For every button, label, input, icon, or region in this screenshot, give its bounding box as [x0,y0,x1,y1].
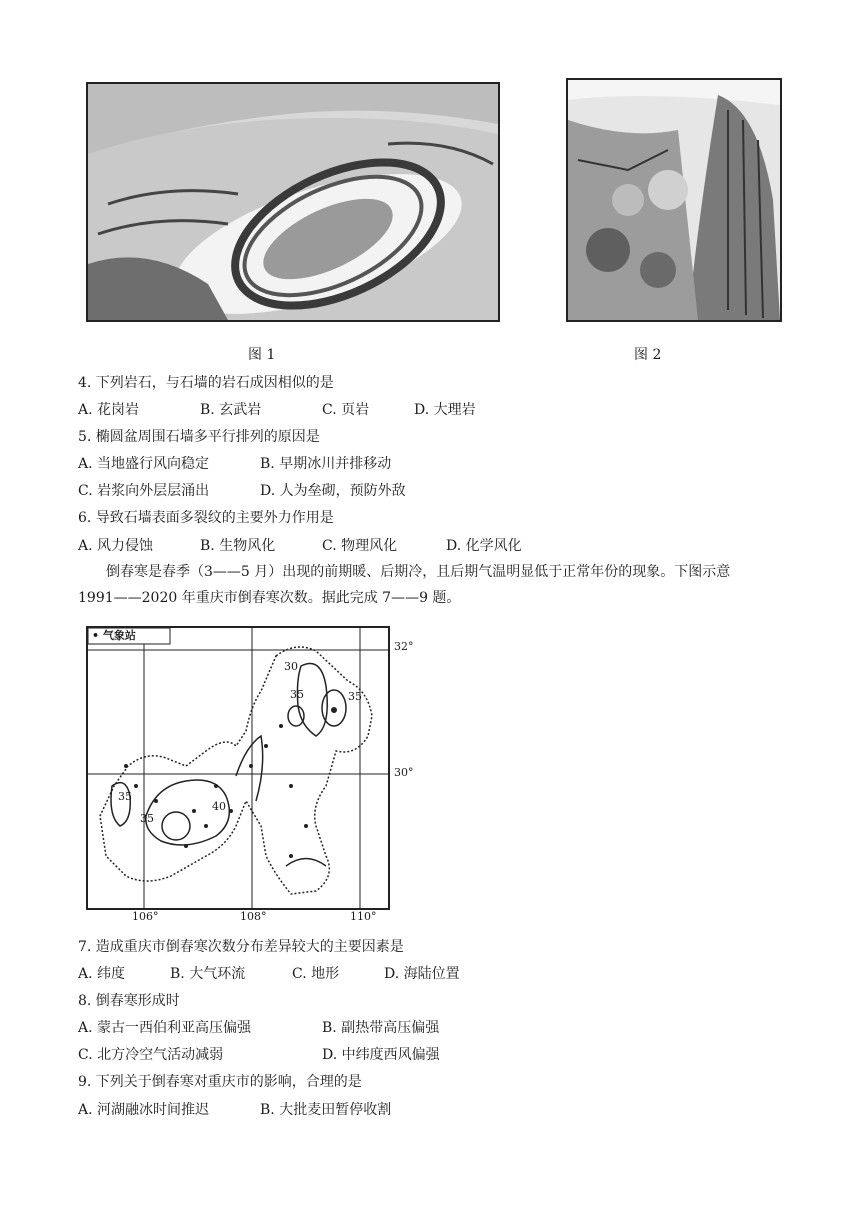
q9-option-b[interactable]: B. 大批麦田暂停收割 [260,1102,392,1118]
q4-option-c[interactable]: C. 页岩 [322,402,370,418]
contour-label-35a: 35 [290,688,304,701]
q8-option-d[interactable]: D. 中纬度西风偏强 [322,1047,440,1063]
q4-option-d[interactable]: D. 大理岩 [414,402,476,418]
q5-option-a[interactable]: A. 当地盛行风向稳定 [78,456,210,472]
q6-option-c[interactable]: C. 物理风化 [322,538,398,554]
question-6-stem: 6. 导致石墙表面多裂纹的主要外力作用是 [78,510,334,526]
chongqing-map [86,626,390,910]
question-7-stem: 7. 造成重庆市倒春寒次数分布差异较大的主要因素是 [78,939,404,955]
lon-label-108: 108° [240,910,267,923]
q7-option-a[interactable]: A. 纬度 [78,966,126,982]
q6-option-a[interactable]: A. 风力侵蚀 [78,538,154,554]
contour-label-35d: 35 [140,812,154,825]
contour-label-35b: 35 [348,690,362,703]
passage [78,559,790,611]
q5-option-b[interactable]: B. 早期冰川并排移动 [260,456,392,472]
q5-option-c[interactable]: C. 岩浆向外层层涌出 [78,483,210,499]
q6-option-d[interactable]: D. 化学风化 [446,538,522,554]
lat-label-32: 32° [394,640,414,653]
q6-option-b[interactable]: B. 生物风化 [200,538,276,554]
passage-line-1: 倒春寒是春季（3——5 月）出现的前期暖、后期冷，且后期气温明显低于正常年份的现象。下图示意 [106,564,731,580]
question-4-stem: 4. 下列岩石，与石墙的岩石成因相似的是 [78,375,334,391]
figure-2-image [566,78,782,322]
contour-label-40: 40 [212,800,226,813]
q8-option-a[interactable]: A. 蒙古一西伯利亚高压偏强 [78,1020,252,1036]
q5-option-d[interactable]: D. 人为垒砌，预防外敌 [260,483,406,499]
q7-option-c[interactable]: C. 地形 [292,966,340,982]
q7-option-d[interactable]: D. 海陆位置 [384,966,460,982]
lat-label-30: 30° [394,766,414,779]
q4-option-a[interactable]: A. 花岗岩 [78,402,140,418]
q7-option-b[interactable]: B. 大气环流 [170,966,246,982]
question-8-stem: 8. 倒春寒形成时 [78,993,180,1009]
q8-option-c[interactable]: C. 北方冷空气活动减弱 [78,1047,224,1063]
map-legend: • 气象站 [92,629,136,642]
q8-option-b[interactable]: B. 副热带高压偏强 [322,1020,440,1036]
question-5-stem: 5. 椭圆盆周围石墙多平行排列的原因是 [78,429,320,445]
figure-1-caption: 图 1 [248,347,276,363]
lon-label-106: 106° [132,910,159,923]
lon-label-110: 110° [350,910,377,923]
passage-line-2: 1991——2020 年重庆市倒春寒次数。据此完成 7——9 题。 [78,590,461,606]
figure-2-caption: 图 2 [634,347,662,363]
figure-1-image [86,82,500,322]
q4-option-b[interactable]: B. 玄武岩 [200,402,262,418]
question-9-stem: 9. 下列关于倒春寒对重庆市的影响，合理的是 [78,1074,362,1090]
contour-label-30: 30 [284,660,298,673]
q9-option-a[interactable]: A. 河湖融冰时间推迟 [78,1102,210,1118]
contour-label-35c: 35 [118,790,132,803]
